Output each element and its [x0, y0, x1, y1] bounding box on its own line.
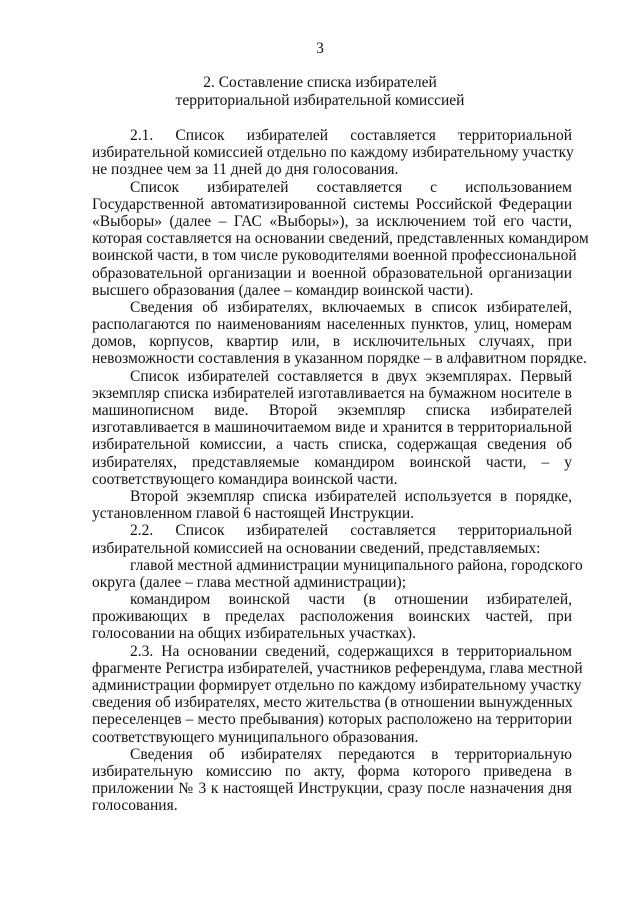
text-line: машинописном виде. Второй экземпляр списка избирателей — [92, 402, 572, 419]
text-line: изготавливается в машиночитаемом виде и хранится в территориальной — [92, 419, 572, 437]
section-title-line: 2. Составление списка избирателей — [203, 74, 437, 91]
text-line: голосования. — [92, 797, 178, 815]
text-line: высшего образования (далее – командир воинской части). — [92, 281, 474, 299]
text-line: 2.1. Список избирателей составляется территориальной — [130, 127, 572, 144]
text-line: Список избирателей составляется в двух экземплярах. Первый — [130, 367, 572, 385]
text-line: которая составляется на основании сведений, представленных командиром — [92, 230, 589, 248]
text-line: голосовании на общих избирательных участках). — [92, 625, 416, 643]
text-line: избирателях, представляемые командиром воинской части, – у — [92, 453, 572, 471]
text-line: избирательной комиссии, а часть списка, содержащая сведения об — [92, 436, 572, 454]
text-line: администрации формирует отдельно по каждому избирательному участку — [92, 677, 582, 694]
text-line: переселенцев – место пребывания) которых расположено на территории — [92, 711, 572, 729]
text-line: избирательной комиссией на основании сведений, представляемых: — [92, 539, 541, 557]
text-line: воинской части, в том числе руководителями военной профессиональной — [92, 247, 577, 265]
text-line: не позднее чем за 11 дней до дня голосования. — [92, 161, 399, 179]
text-line: 2.2. Список избирателей составляется территориальной — [130, 522, 572, 540]
text-line: соответствующего командира воинской части. — [92, 470, 398, 488]
text-line: «Выборы» (далее – ГАС «Выборы»), за исключением той его части, — [92, 212, 572, 230]
text-line: фрагменте Регистра избирателей, участников референдума, глава местной — [92, 659, 583, 677]
text-line: располагаются по наименованиям населенных пунктов, улиц, номерам — [92, 316, 572, 334]
page-number: 3 — [316, 40, 324, 57]
text-line: домов, корпусов, квартир или, в исключительных случаях, при — [92, 333, 572, 351]
text-line: округа (далее – глава местной администрации); — [92, 573, 407, 591]
text-line: сведения об избирателях, место жительства (в отношении вынужденных — [92, 694, 573, 712]
text-line: избирательной комиссией отдельно по каждому избирательному участку — [92, 144, 574, 162]
text-line: соответствующего муниципального образования. — [92, 728, 419, 746]
text-line: экземпляр списка избирателей изготавливается на бумажном носителе в — [92, 384, 572, 402]
text-line: невозможности составления в указанном порядке – в алфавитном порядке. — [92, 350, 587, 368]
text-line: Сведения об избирателях, включаемых в список избирателей, — [130, 298, 572, 316]
text-line: установленном главой 6 настоящей Инструкции. — [92, 505, 415, 523]
text-line: образовательной организации и военной образовательной организации — [92, 264, 572, 282]
document-body — [92, 127, 589, 815]
text-line: избирательную комиссию по акту, форма которого приведена в — [92, 762, 572, 780]
text-line: командиром воинской части (в отношении избирателей, — [130, 591, 572, 609]
text-line: Государственной автоматизированной системы Российской Федерации — [92, 195, 572, 213]
text-line: Сведения об избирателях передаются в территориальную — [130, 745, 572, 763]
text-line: 2.3. На основании сведений, содержащихся в территориальном — [130, 642, 572, 660]
text-line: приложении № 3 к настоящей Инструкции, сразу после назначения дня — [92, 780, 572, 798]
text-line: Список избирателей составляется с использованием — [130, 178, 572, 196]
section-title — [60, 74, 580, 110]
text-line: Второй экземпляр списка избирателей используется в порядке, — [130, 487, 572, 505]
text-line: главой местной администрации муниципального района, городского — [130, 556, 583, 574]
section-title-line: территориальной избирательной комиссией — [175, 92, 465, 109]
text-line: проживающих в пределах расположения воинских частей, при — [92, 608, 572, 626]
